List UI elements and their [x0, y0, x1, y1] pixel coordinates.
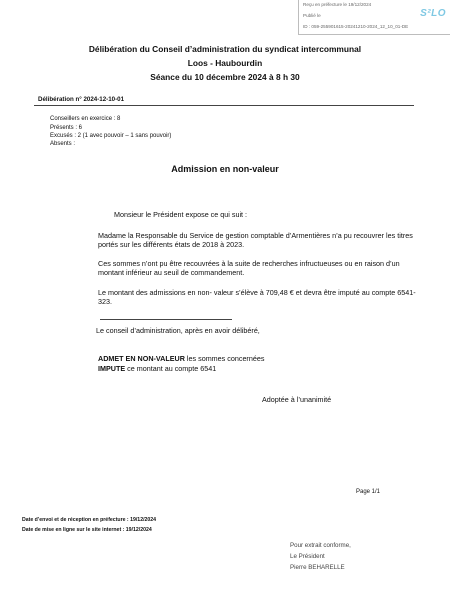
attendance-excuses: Excusés : 2 (1 avec pouvoir – 1 sans pouvoir)	[50, 133, 172, 139]
date-sent: Date d’envoi et de réception en préfecture : 19/12/2024	[22, 517, 157, 523]
intro-text: Monsieur le Président expose ce qui suit :	[114, 210, 248, 219]
stamp-id: ID : 059-255901615-20241210-2024_12_10_01-DE	[303, 24, 409, 29]
signature-line-1: Pour extrait conforme,	[290, 542, 351, 549]
attendance-absents: Absents :	[50, 141, 76, 147]
decision-admet-rest: les sommes concernées	[184, 354, 265, 363]
paragraph-3: Le montant des admissions en non- valeur s’élève à 709,48 € et devra être imputé au compte 6541-323.	[98, 288, 416, 306]
decision-impute-bold: IMPUTE	[98, 364, 126, 373]
date-published: Date de mise en ligne sur le site internet : 19/12/2024	[22, 527, 152, 533]
conseil-text: Le conseil d’administration, après en avoir délibéré,	[96, 326, 260, 335]
divider	[100, 319, 232, 320]
decision-admet-bold: ADMET EN NON-VALEUR	[98, 354, 185, 363]
deliberation-number: Délibération n° 2024-12-10-01	[38, 96, 125, 103]
header-line-1: Délibération du Conseil d’administration du syndicat intercommunal	[88, 44, 362, 54]
attendance-conseillers: Conseillers en exercice : 8	[50, 116, 121, 122]
header-line-2: Loos - Haubourdin	[187, 58, 263, 68]
stamp-published: Publié le	[303, 13, 321, 18]
header-line-3: Séance du 10 décembre 2024 à 8 h 30	[150, 72, 300, 82]
signature-line-2: Le Président	[290, 553, 325, 560]
stamp-received: Reçu en préfecture le 19/12/2024	[303, 2, 372, 7]
slo-logo: S²LO	[420, 8, 446, 19]
paragraph-1: Madame la Responsable du Service de gestion comptable d’Armentières n’a pu recouvrer les titres portés sur les différents états de 2018 à 2023.	[98, 231, 413, 249]
divider	[34, 105, 414, 106]
signature-name: Pierre BEHARELLE	[290, 564, 345, 571]
attendance-presents: Présents : 6	[50, 125, 83, 131]
page-number: Page 1/1	[356, 489, 381, 495]
adopted-text: Adoptée à l’unanimité	[262, 395, 332, 404]
decision-impute-rest: ce montant au compte 6541	[125, 364, 217, 373]
decision-impute	[98, 364, 216, 373]
prefecture-stamp	[298, 0, 450, 35]
paragraph-2: Ces sommes n’ont pu être recouvrées à la suite de recherches infructueuses ou en raison d’un montant inférieur au seuil de commandement.	[98, 259, 400, 277]
decision-admet	[98, 354, 264, 363]
subject-heading: Admission en non-valeur	[171, 164, 279, 174]
